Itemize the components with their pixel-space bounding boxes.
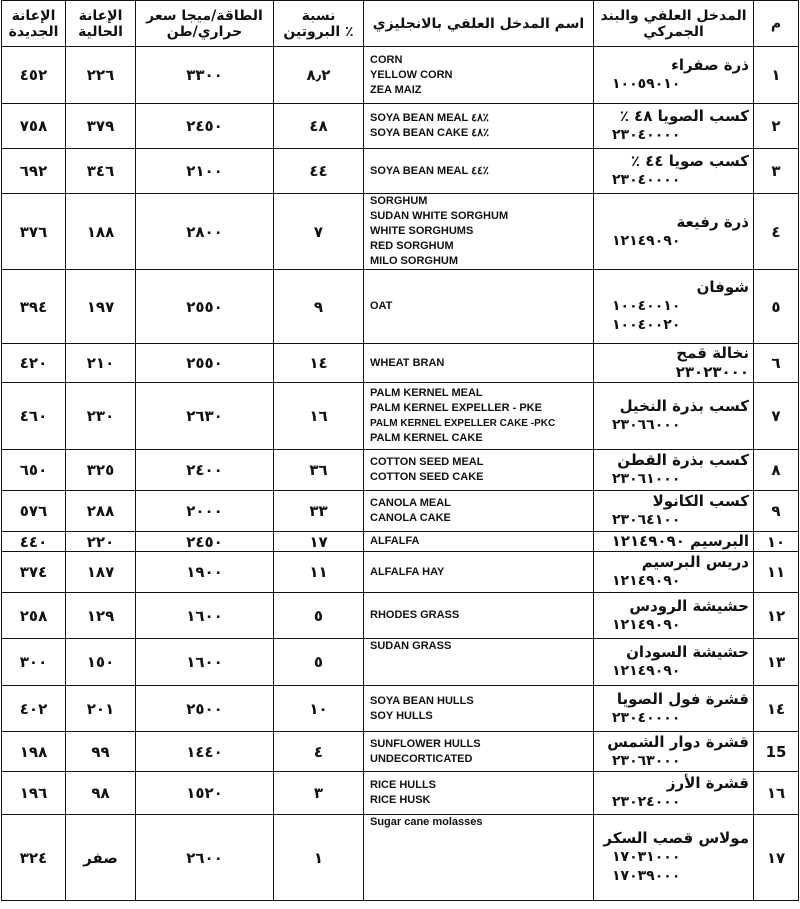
english-name-line: SUDAN WHITE SORGHUM: [370, 210, 509, 222]
customs-code: ١٠٠٥٩٠١٠: [612, 76, 681, 92]
new-subsidy-cell: ٢٥٨: [2, 593, 66, 639]
english-name-cell: [364, 270, 594, 344]
protein-cell: ١٧: [274, 532, 364, 552]
protein-cell: ١٠: [274, 686, 364, 732]
energy-cell: ٢٥٥٠: [136, 270, 274, 344]
table-row: [2, 47, 799, 104]
new-subsidy-cell: ٣٧٦: [2, 194, 66, 270]
arabic-name-text: دريس البرسيم: [641, 553, 749, 571]
arabic-name-text: قشرة فول الصويا: [616, 689, 749, 708]
protein-cell: ١٤: [274, 344, 364, 383]
current-subsidy-cell: ٢١٠: [66, 344, 136, 383]
energy-cell: ٢٥٠٠: [136, 686, 274, 732]
header-current-subsidy: الإعانة الحالية: [66, 1, 136, 47]
english-name-cell: [364, 450, 594, 491]
customs-code: ٢٣٠٦٤١٠٠: [612, 512, 681, 528]
row-index-cell: ٤: [754, 194, 799, 270]
current-subsidy-cell: ١٢٩: [66, 593, 136, 639]
english-name-line: RED SORGHUM: [370, 240, 454, 252]
english-name-line: ALFALFA: [370, 535, 420, 547]
arabic-name-text: شوفان: [696, 278, 749, 296]
row-index-cell: ٩: [754, 491, 799, 532]
arabic-name-cell: [594, 639, 754, 686]
protein-cell: ٥: [274, 639, 364, 686]
table-row: [2, 639, 799, 686]
row-index-cell: ٧: [754, 383, 799, 450]
english-name-line: RICE HUSK: [370, 794, 431, 806]
english-name-cell: [364, 686, 594, 732]
new-subsidy-cell: ٣٠٠: [2, 639, 66, 686]
english-name-cell: [364, 344, 594, 383]
current-subsidy-cell: ٢٠١: [66, 686, 136, 732]
customs-code: ٢٣٠٤٠٠٠٠: [612, 709, 681, 726]
current-subsidy-cell: ٢٨٨: [66, 491, 136, 532]
energy-cell: ٢٤٠٠: [136, 450, 274, 491]
new-subsidy-cell: ٤٦٠: [2, 383, 66, 450]
current-subsidy-cell: ٣٧٩: [66, 104, 136, 149]
new-subsidy-cell: ١٩٨: [2, 732, 66, 772]
english-name-line: RICE HULLS: [370, 779, 436, 791]
table-row: [2, 450, 799, 491]
protein-cell: ١١: [274, 552, 364, 593]
english-name-cell: [364, 815, 594, 901]
english-name-cell: [364, 772, 594, 815]
current-subsidy-cell: ١٩٧: [66, 270, 136, 344]
current-subsidy-cell: ١٨٨: [66, 194, 136, 270]
english-name-line: SOYA BEAN MEAL ٤٤٪: [370, 164, 489, 177]
table-row: [2, 344, 799, 383]
arabic-name-cell: [594, 104, 754, 149]
new-subsidy-cell: ٦٩٢: [2, 149, 66, 194]
table-row: [2, 686, 799, 732]
row-index-cell: ١٠: [754, 532, 799, 552]
english-name-line: RHODES GRASS: [370, 609, 460, 621]
customs-code: ١٢١٤٩٠٩٠: [612, 663, 681, 679]
arabic-name-text: كسب صويا ٤٤ ٪: [630, 152, 749, 170]
english-name-cell: [364, 149, 594, 194]
row-index-cell: ١٢: [754, 593, 799, 639]
protein-cell: ٣٣: [274, 491, 364, 532]
new-subsidy-cell: ٧٥٨: [2, 104, 66, 149]
row-index-cell: ٢: [754, 104, 799, 149]
arabic-name-cell: [594, 149, 754, 194]
new-subsidy-cell: ٤٠٢: [2, 686, 66, 732]
english-name-line: WHITE SORGHUMS: [370, 225, 474, 237]
customs-code: ٢٣٠٤٠٠٠٠: [612, 127, 681, 143]
energy-cell: ١٥٢٠: [136, 772, 274, 815]
arabic-name-text: كسب بذرة القطن: [617, 451, 749, 469]
english-name-cell: [364, 552, 594, 593]
current-subsidy-cell: ٩٩: [66, 732, 136, 772]
arabic-name-text: قشرة دوار الشمس: [607, 732, 749, 751]
new-subsidy-cell: ٣٧٤: [2, 552, 66, 593]
english-name-line: ZEA MAIZ: [370, 83, 422, 96]
energy-cell: ٣٣٠٠: [136, 47, 274, 104]
header-arabic-name: المدخل العلفي والبند الجمركي: [594, 1, 754, 47]
english-name-line: PALM KERNEL EXPELLER - PKE: [370, 402, 542, 414]
row-index-cell: ١٦: [754, 772, 799, 815]
header-protein: نسبة البروتين ٪: [274, 1, 364, 47]
arabic-name-text: كسب الصويا ٤٨ ٪: [619, 107, 749, 125]
arabic-name-text: حشيشة الرودس: [629, 596, 749, 615]
energy-cell: ٢٤٥٠: [136, 532, 274, 552]
arabic-name-cell: [594, 491, 754, 532]
english-name-line: SUDAN GRASS: [370, 640, 452, 652]
energy-cell: ٢٤٥٠: [136, 104, 274, 149]
customs-code: ٢٣٠٦٣٠٠٠: [612, 752, 681, 769]
english-name-line: COTTON SEED CAKE: [370, 471, 484, 483]
arabic-name-cell: [594, 593, 754, 639]
arabic-name-text: مولاس قصب السكر: [603, 829, 749, 847]
new-subsidy-cell: ٤٤٠: [2, 532, 66, 552]
energy-cell: ٢٠٠٠: [136, 491, 274, 532]
arabic-name-cell: [594, 47, 754, 104]
arabic-name-cell: [594, 686, 754, 732]
current-subsidy-cell: ٣٤٦: [66, 149, 136, 194]
english-name-line: PALM KERNEL MEAL: [370, 387, 483, 399]
row-index-cell: ٦: [754, 344, 799, 383]
table-row: [2, 270, 799, 344]
customs-code: ١٢١٤٩٠٩٠: [612, 573, 681, 589]
row-index-cell: ١١: [754, 552, 799, 593]
current-subsidy-cell: ١٥٠: [66, 639, 136, 686]
energy-cell: ١٦٠٠: [136, 593, 274, 639]
energy-cell: ٢٦٣٠: [136, 383, 274, 450]
english-name-line: SUNFLOWER HULLS: [370, 737, 481, 750]
row-index-cell: ٥: [754, 270, 799, 344]
feed-subsidy-table: [1, 0, 799, 901]
protein-cell: ٨٫٢: [274, 47, 364, 104]
header-energy: الطاقة/ميجا سعر حراري/طن: [136, 1, 274, 47]
customs-code: ١٧٠٣٩٠٠٠: [612, 868, 681, 884]
table-row: [2, 772, 799, 815]
english-name-line: SORGHUM: [370, 195, 428, 207]
arabic-name-text: ذرة رفيعة: [676, 212, 749, 231]
current-subsidy-cell: ٢٣٠: [66, 383, 136, 450]
protein-cell: ٤٤: [274, 149, 364, 194]
english-name-line: CANOLA CAKE: [370, 512, 451, 524]
english-name-line: MILO SORGHUM: [370, 255, 458, 267]
new-subsidy-cell: ٣٩٤: [2, 270, 66, 344]
table-row: [2, 532, 799, 552]
header-row: [2, 1, 799, 47]
row-index-cell: ١٣: [754, 639, 799, 686]
new-subsidy-cell: ٥٧٦: [2, 491, 66, 532]
table-row: [2, 383, 799, 450]
row-index-cell: 15: [754, 732, 799, 772]
energy-cell: ١٩٠٠: [136, 552, 274, 593]
arabic-name-cell: [594, 815, 754, 901]
new-subsidy-cell: ٦٥٠: [2, 450, 66, 491]
english-name-line: SOYA BEAN CAKE ٤٨٪: [370, 127, 490, 139]
table-row: [2, 104, 799, 149]
english-name-line: SOYA BEAN HULLS: [370, 694, 474, 707]
row-index-cell: ٣: [754, 149, 799, 194]
table-row: [2, 491, 799, 532]
english-name-line: PALM KERNEL CAKE: [370, 432, 483, 444]
english-name-line: PALM KERNEL EXPELLER CAKE -PKC: [370, 418, 556, 429]
english-name-cell: [364, 532, 594, 552]
customs-code: ٢٣٠٦٦٠٠٠: [612, 417, 681, 433]
english-name-line: UNDECORTICATED: [370, 752, 473, 765]
new-subsidy-cell: ١٩٦: [2, 772, 66, 815]
english-name-cell: [364, 732, 594, 772]
arabic-name-cell: [594, 344, 754, 383]
table-row: [2, 815, 799, 901]
arabic-name-text: كسب الكانولا: [652, 492, 749, 510]
customs-code: ١٠٠٤٠٠١٠: [612, 298, 681, 314]
energy-cell: ١٦٠٠: [136, 639, 274, 686]
header-new-subsidy: الإعانة الجديدة: [2, 1, 66, 47]
english-name-line: WHEAT BRAN: [370, 356, 445, 369]
new-subsidy-cell: ٤٢٠: [2, 344, 66, 383]
arabic-name-cell: [594, 532, 754, 552]
new-subsidy-cell: ٤٥٢: [2, 47, 66, 104]
energy-cell: ٢١٠٠: [136, 149, 274, 194]
english-name-cell: [364, 47, 594, 104]
header-index: م: [754, 1, 799, 47]
row-index-cell: ١٤: [754, 686, 799, 732]
english-name-line: SOY HULLS: [370, 709, 433, 722]
english-name-line: Sugar cane molasses: [370, 816, 483, 828]
protein-cell: ٧: [274, 194, 364, 270]
current-subsidy-cell: ٢٢٠: [66, 532, 136, 552]
english-name-line: CANOLA MEAL: [370, 497, 451, 509]
arabic-name-cell: [594, 732, 754, 772]
customs-code: ١٢١٤٩٠٩٠: [612, 616, 681, 633]
protein-cell: ٥: [274, 593, 364, 639]
customs-code: ١٠٠٤٠٠٢٠: [612, 317, 681, 333]
protein-cell: ١: [274, 815, 364, 901]
arabic-name-cell: [594, 772, 754, 815]
table-row: [2, 593, 799, 639]
energy-cell: ٢٥٥٠: [136, 344, 274, 383]
table-row: [2, 552, 799, 593]
english-name-cell: [364, 104, 594, 149]
header-english-name: اسم المدخل العلفي بالانجليزي: [364, 1, 594, 47]
arabic-name-text: كسب بذرة النخيل: [619, 397, 749, 415]
protein-cell: ٣: [274, 772, 364, 815]
customs-code: ٢٣٠٦١٠٠٠: [612, 471, 681, 487]
english-name-line: ALFALFA HAY: [370, 565, 445, 578]
arabic-name-text: نخالة قمح ٢٣٠٢٣٠٠٠: [675, 344, 749, 381]
arabic-name-cell: [594, 270, 754, 344]
english-name-cell: [364, 491, 594, 532]
table-row: [2, 732, 799, 772]
english-name-line: YELLOW CORN: [370, 68, 453, 81]
table-row: [2, 194, 799, 270]
protein-cell: ٤٨: [274, 104, 364, 149]
arabic-name-cell: [594, 450, 754, 491]
arabic-name-text: قشرة الأرز: [666, 774, 749, 792]
english-name-line: CORN: [370, 53, 403, 66]
energy-cell: ٢٦٠٠: [136, 815, 274, 901]
current-subsidy-cell: ٣٢٥: [66, 450, 136, 491]
english-name-line: SOYA BEAN MEAL ٤٨٪: [370, 112, 489, 124]
arabic-name-cell: [594, 383, 754, 450]
energy-cell: ٢٨٠٠: [136, 194, 274, 270]
arabic-name-cell: [594, 194, 754, 270]
arabic-name-text: البرسيم ١٢١٤٩٠٩٠: [611, 532, 749, 550]
english-name-line: OAT: [370, 300, 393, 312]
protein-cell: ١٦: [274, 383, 364, 450]
customs-code: ١٢١٤٩٠٩٠: [612, 232, 681, 249]
english-name-cell: [364, 383, 594, 450]
current-subsidy-cell: صفر: [66, 815, 136, 901]
english-name-line: COTTON SEED MEAL: [370, 456, 484, 468]
english-name-cell: [364, 194, 594, 270]
row-index-cell: ١: [754, 47, 799, 104]
english-name-cell: [364, 593, 594, 639]
current-subsidy-cell: ٢٢٦: [66, 47, 136, 104]
current-subsidy-cell: ١٨٧: [66, 552, 136, 593]
arabic-name-text: ذرة صفراء: [671, 56, 749, 74]
protein-cell: ٩: [274, 270, 364, 344]
customs-code: ٢٣٠٢٤٠٠٠: [612, 794, 681, 810]
customs-code: ١٧٠٣١٠٠٠: [612, 849, 681, 865]
energy-cell: ١٤٤٠: [136, 732, 274, 772]
arabic-name-cell: [594, 552, 754, 593]
row-index-cell: ١٧: [754, 815, 799, 901]
english-name-cell: [364, 639, 594, 686]
arabic-name-text: حشيشة السودان: [626, 643, 749, 661]
table-row: [2, 149, 799, 194]
customs-code: ٢٣٠٤٠٠٠٠: [612, 172, 681, 188]
current-subsidy-cell: ٩٨: [66, 772, 136, 815]
row-index-cell: ٨: [754, 450, 799, 491]
protein-cell: ٤: [274, 732, 364, 772]
new-subsidy-cell: ٣٢٤: [2, 815, 66, 901]
protein-cell: ٣٦: [274, 450, 364, 491]
